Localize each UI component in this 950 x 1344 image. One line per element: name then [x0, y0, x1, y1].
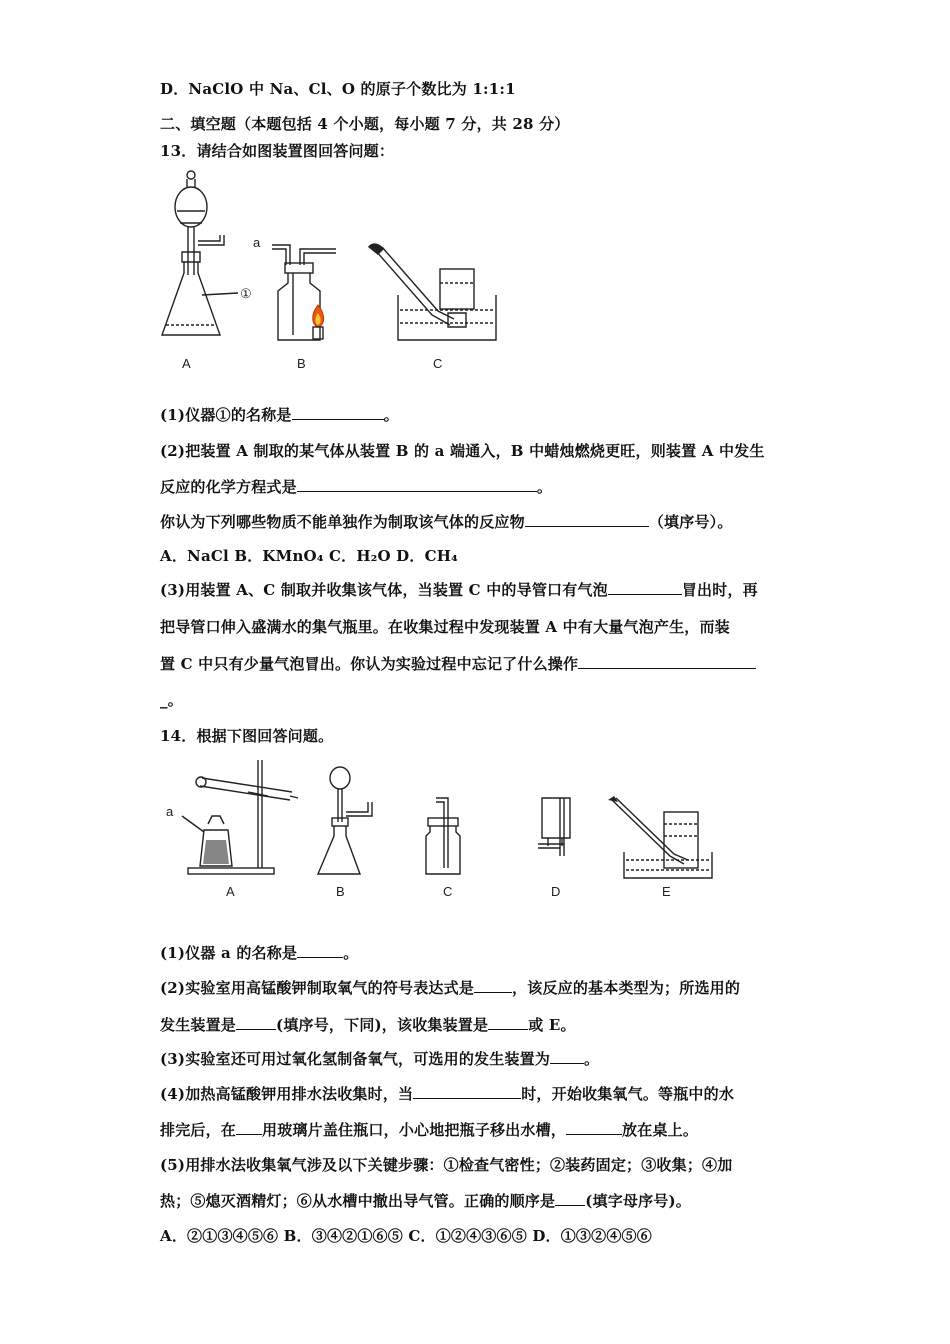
- answer-blank[interactable]: [413, 1084, 521, 1099]
- q14-part1: [160, 942, 358, 963]
- q13-part2-text: 反应的化学方程式是: [160, 478, 297, 496]
- q14-part4-text: (4)加热高锰酸钾用排水法收集时，当: [160, 1085, 414, 1103]
- answer-blank[interactable]: [578, 654, 756, 669]
- answer-blank[interactable]: [566, 1120, 622, 1135]
- answer-blank[interactable]: [488, 1015, 528, 1030]
- q13-part3-question: 置 C 中只有少量气泡冒出。你认为实验过程中忘记了什么操作: [160, 655, 579, 673]
- fig1-label-c: C: [433, 356, 443, 371]
- q14-title: 14．根据下图回答问题。: [160, 727, 334, 745]
- answer-blank[interactable]: [474, 978, 512, 993]
- q14-part4-line2: [160, 1119, 698, 1140]
- q13-part3-cont: 冒出时，再: [681, 581, 758, 599]
- apparatus-d: [538, 798, 570, 856]
- q14-part3-end: 。: [584, 1050, 600, 1068]
- q14-part1-end: 。: [343, 944, 359, 962]
- q14-part2-end: 或 E。: [528, 1016, 576, 1034]
- q13-apparatus-figure: [150, 165, 510, 380]
- q13-part1-end: 。: [383, 406, 399, 424]
- q14-options: A．②①③④⑤⑥ B．③④②①⑥⑤ C．①②④③⑥⑤ D．①③②④⑤⑥: [160, 1227, 652, 1245]
- q14-part2-line1: [160, 977, 740, 998]
- answer-blank[interactable]: [297, 943, 343, 958]
- q14-part3-text: (3)实验室还可用过氧化氢制备氧气，可选用的发生装置为: [160, 1050, 551, 1068]
- q13-part3-text: (3)用装置 A、C 制取并收集该气体，当装置 C 中的导管口有气泡: [160, 581, 608, 599]
- q14-part2-text: (2)实验室用高锰酸钾制取氧气的符号表达式是: [160, 979, 475, 997]
- q14-part2-cont: ，该反应的基本类型为；所选用的: [512, 979, 741, 997]
- q13-part2-hint: （填序号）。: [648, 513, 733, 531]
- answer-blank[interactable]: [550, 1049, 584, 1064]
- q14-part1-text: (1)仪器 a 的名称是: [160, 944, 298, 962]
- fig1-label-b: B: [297, 356, 306, 371]
- q13-part3-line2: 把导管口伸入盛满水的集气瓶里。在收集过程中发现装置 A 中有大量气泡产生，而装: [160, 618, 730, 636]
- answer-blank[interactable]: [236, 1015, 276, 1030]
- apparatus-e: [608, 796, 712, 878]
- apparatus-b: [318, 767, 372, 874]
- q14-part4-pre: 排完后，在: [160, 1121, 237, 1139]
- q13-title: 13．请结合如图装置图回答问题：: [160, 142, 395, 160]
- q13-part3-line3: [160, 653, 756, 674]
- q13-options: A．NaCl B．KMnO₄ C．H₂O D．CH₄: [160, 547, 458, 565]
- mark-a-end: a: [253, 235, 261, 250]
- q13-part2-line3: [160, 511, 733, 532]
- answer-blank[interactable]: [297, 477, 537, 492]
- fig1-label-a: A: [182, 356, 191, 371]
- q14-apparatus-figure: [160, 756, 720, 906]
- answer-blank[interactable]: [292, 405, 384, 420]
- answer-blank[interactable]: [525, 512, 649, 527]
- apparatus-b: [272, 245, 336, 340]
- q14-part2-mid: (填序号，下同)，该收集装置是: [276, 1016, 489, 1034]
- q13-part2-end: 。: [536, 478, 553, 496]
- fig2-label-b: B: [336, 884, 345, 899]
- q13-part2-line1: (2)把装置 A 制取的某气体从装置 B 的 a 端通入，B 中蜡烛燃烧更旺，则装置 A 中发生: [160, 442, 765, 460]
- q14-part5-text: 热；⑤熄灭酒精灯；⑥从水槽中撤出导气管。正确的顺序是: [160, 1192, 556, 1210]
- q14-part2-gen: 发生装置是: [160, 1016, 237, 1034]
- fig2-label-d: D: [551, 884, 561, 899]
- mark-circled-1: ①: [240, 286, 252, 301]
- q14-part3: [160, 1048, 599, 1069]
- q13-part1-text: (1)仪器①的名称是: [160, 406, 292, 424]
- q13-part2-question: 你认为下列哪些物质不能单独作为制取该气体的反应物: [160, 513, 525, 531]
- q13-part2-line2: [160, 476, 552, 497]
- q14-part4-line1: [160, 1083, 734, 1104]
- apparatus-c: [426, 798, 460, 874]
- apparatus-a: [162, 171, 238, 335]
- q14-part4-cont: 时，开始收集氧气。等瓶中的水: [521, 1085, 735, 1103]
- q13-part3-line1: [160, 579, 758, 600]
- fig2-label-e: E: [662, 884, 671, 899]
- q14-part5-line1: (5)用排水法收集氧气涉及以下关键步骤：①检查气密性；②装药固定；③收集；④加: [160, 1156, 733, 1174]
- answer-blank[interactable]: [608, 580, 682, 595]
- q14-part5-line2: [160, 1190, 691, 1211]
- q14-part4-mid: 用玻璃片盖住瓶口，小心地把瓶子移出水槽，: [262, 1121, 567, 1139]
- apparatus-a: [182, 760, 298, 874]
- q14-part5-end: (填字母序号)。: [585, 1192, 691, 1210]
- q13-part1: [160, 404, 399, 425]
- q14-part4-end: 放在桌上。: [622, 1121, 699, 1139]
- q14-part2-line2: [160, 1014, 576, 1035]
- option-d: D．NaClO 中 Na、Cl、O 的原子个数比为 1:1:1: [160, 80, 516, 98]
- fig2-label-a: A: [226, 884, 235, 899]
- q13-part3-line4: _。: [160, 691, 183, 709]
- mark-a: a: [166, 804, 174, 819]
- answer-blank[interactable]: [555, 1191, 585, 1206]
- apparatus-c: [368, 243, 496, 340]
- section-heading: 二、填空题（本题包括 4 个小题，每小题 7 分，共 28 分）: [160, 115, 570, 133]
- answer-blank[interactable]: [236, 1120, 262, 1135]
- fig2-label-c: C: [443, 884, 453, 899]
